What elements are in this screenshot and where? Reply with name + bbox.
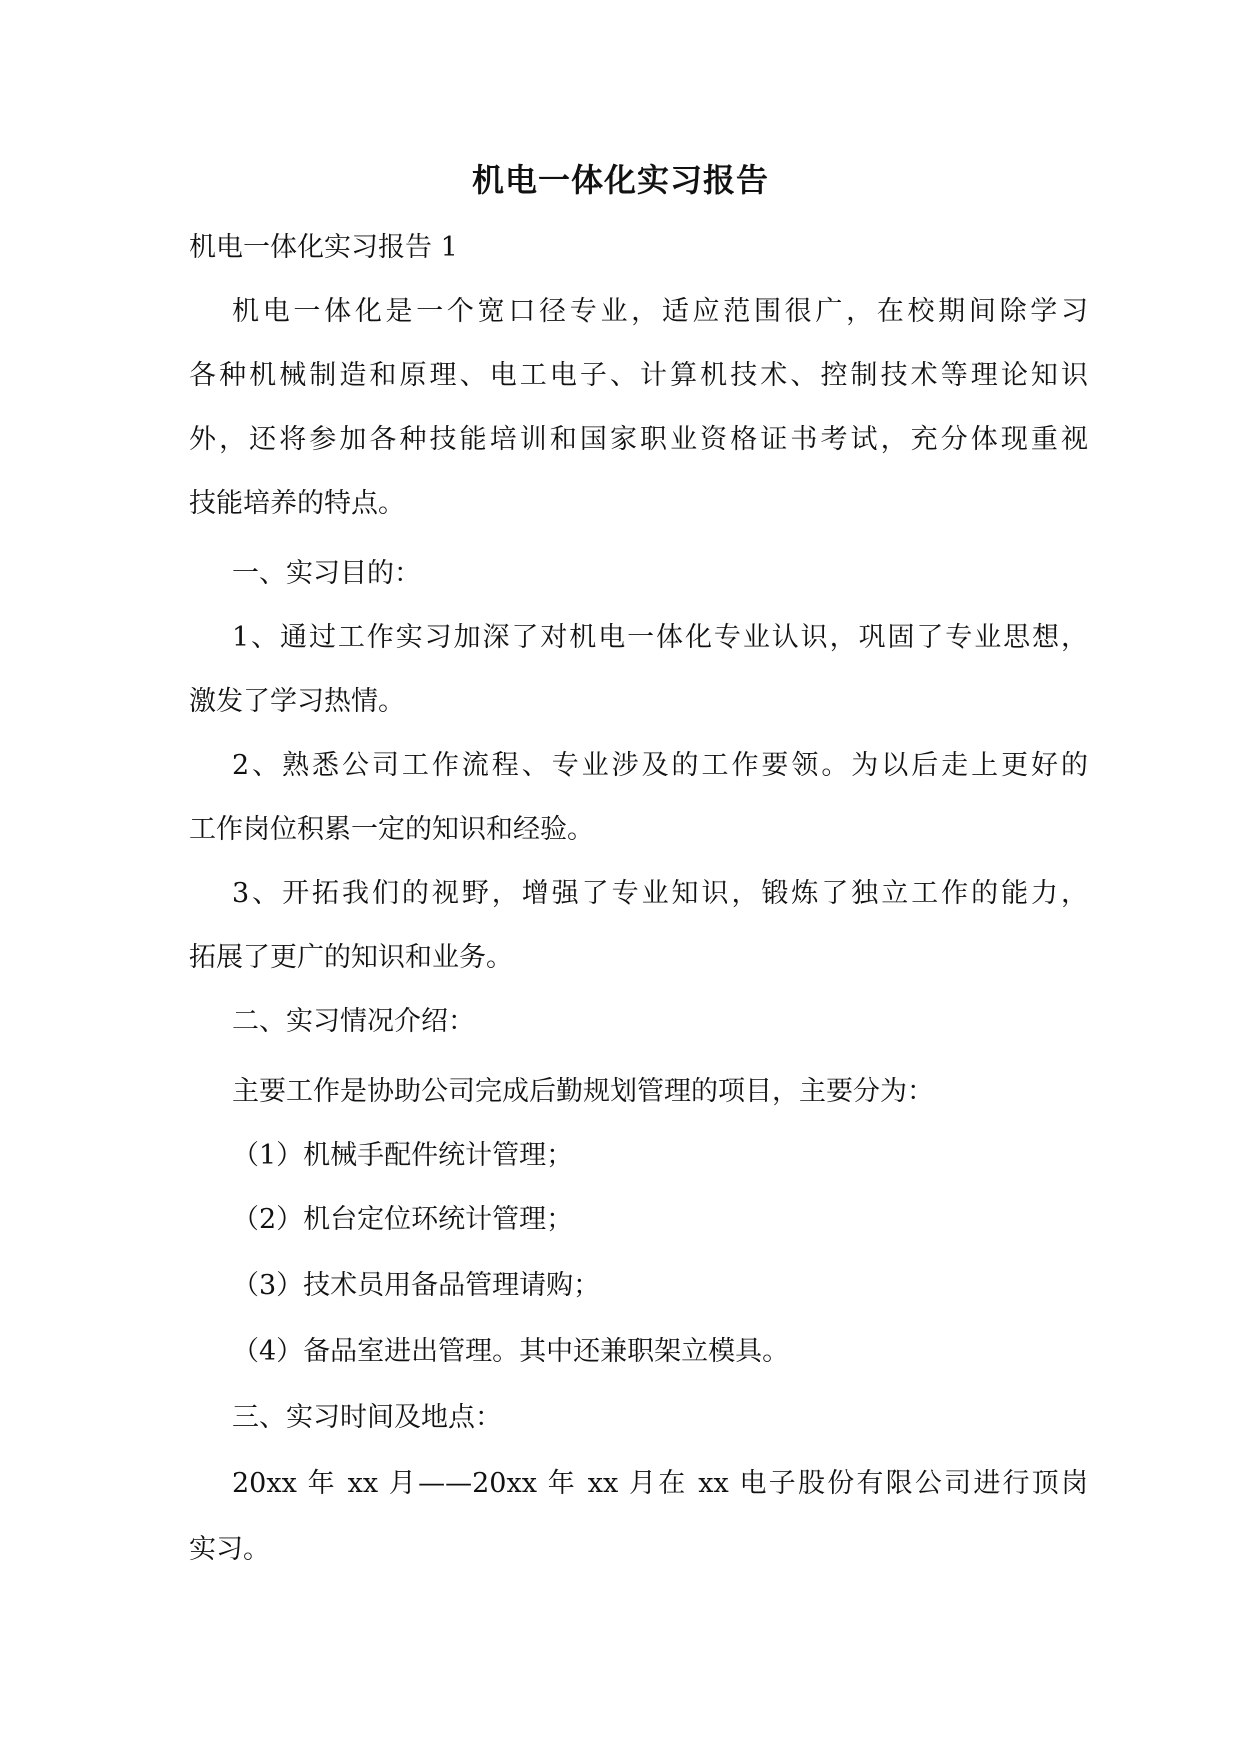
paragraph-line: 工作岗位积累一定的知识和经验。 (189, 814, 594, 845)
paragraph-line: 技能培养的特点。 (189, 488, 405, 519)
report-subtitle: 机电一体化实习报告 1 (189, 232, 458, 263)
paragraph-line: 实习。 (189, 1534, 270, 1565)
paragraph-line: 20xx 年 xx 月——20xx 年 xx 月在 xx 电子股份有限公司进行顶岗 (232, 1468, 1088, 1499)
list-item: （3）技术员用备品管理请购； (232, 1270, 601, 1301)
paragraph-line: 外，还将参加各种技能培训和国家职业资格证书考试，充分体现重视 (189, 424, 1088, 455)
section-heading: 一、实习目的： (232, 558, 421, 589)
paragraph-line: 3、开拓我们的视野，增强了专业知识，锻炼了独立工作的能力， (232, 878, 1088, 909)
section-heading: 二、实习情况介绍： (232, 1006, 475, 1037)
paragraph-line: 拓展了更广的知识和业务。 (189, 942, 513, 973)
paragraph-line: 主要工作是协助公司完成后勤规划管理的项目，主要分为： (232, 1076, 934, 1107)
list-item: （1）机械手配件统计管理； (232, 1140, 574, 1171)
list-item: （2）机台定位环统计管理； (232, 1204, 574, 1235)
list-item: （4）备品室进出管理。其中还兼职架立模具。 (232, 1336, 790, 1367)
paragraph-line: 各种机械制造和原理、电工电子、计算机技术、控制技术等理论知识 (189, 360, 1088, 391)
paragraph-line: 机电一体化是一个宽口径专业，适应范围很广，在校期间除学习 (232, 296, 1088, 327)
paragraph-line: 2、熟悉公司工作流程、专业涉及的工作要领。为以后走上更好的 (232, 750, 1088, 781)
paragraph-line: 激发了学习热情。 (189, 686, 405, 717)
document-title: 机电一体化实习报告 (471, 161, 769, 199)
paragraph-line: 1、通过工作实习加深了对机电一体化专业认识，巩固了专业思想， (232, 622, 1088, 653)
section-heading: 三、实习时间及地点： (232, 1402, 502, 1433)
